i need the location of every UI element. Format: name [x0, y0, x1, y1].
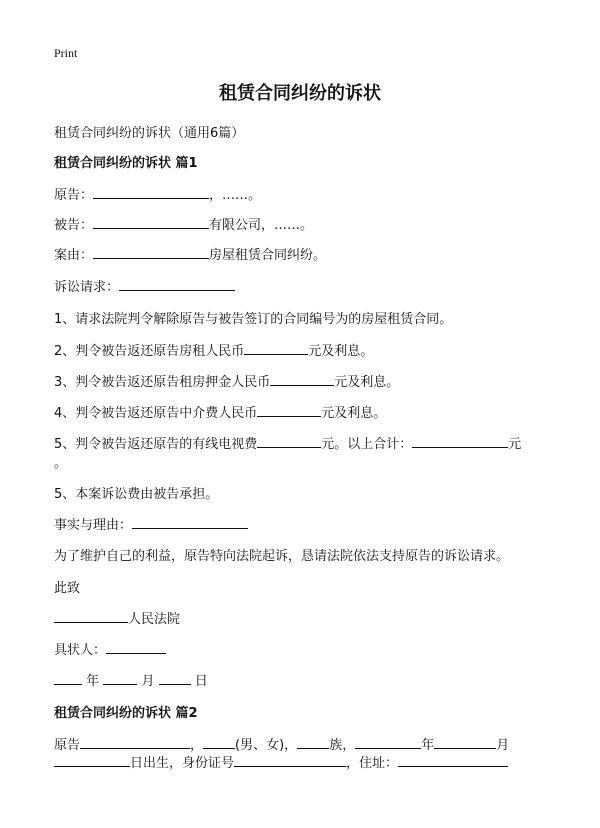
- p2-birth-id: 日出生，身份证号: [130, 756, 235, 771]
- blank-field: [119, 278, 235, 291]
- blank-field: [234, 754, 346, 767]
- blank-field: [93, 216, 209, 229]
- blank-field: [297, 736, 329, 749]
- cause-label: 案由：: [54, 248, 94, 263]
- blank-field: [257, 404, 321, 417]
- defendant-suffix: 有限公司，……。: [209, 218, 314, 233]
- facts-line: [54, 514, 248, 533]
- court-line: [54, 608, 180, 627]
- claims-line: [54, 276, 235, 295]
- claim-3: [54, 371, 399, 390]
- blank-field: [103, 672, 137, 685]
- blank-field: [398, 754, 508, 767]
- p2-year: 年: [421, 738, 435, 753]
- claim-4-text: 4、判令被告返还原告中介费人民币: [54, 406, 258, 421]
- plaintiff-line: [54, 184, 261, 203]
- blank-field: [106, 641, 166, 654]
- blank-field: [270, 373, 334, 386]
- request-text: 为了维护自己的利益，原告特向法院起诉，恳请法院依法支持原告的诉讼请求。: [54, 549, 510, 564]
- claim-4: [54, 402, 386, 421]
- p2-month: 月: [496, 738, 510, 753]
- defendant-label: 被告：: [54, 218, 94, 233]
- date-year: 年: [86, 674, 100, 689]
- blank-field: [257, 435, 321, 448]
- page-title: 租赁合同纠纷的诉状: [219, 83, 381, 104]
- blank-field: [93, 246, 209, 259]
- claim-2-text: 2、判令被告返还原告房租人民币: [54, 344, 245, 359]
- blank-field: [93, 186, 209, 199]
- claim-3-text: 3、判令被告返还原告租房押金人民币: [54, 375, 271, 390]
- blank-field: [54, 610, 128, 623]
- claim-6: 5、本案诉讼费由被告承担。: [54, 487, 219, 502]
- signer-line: [54, 639, 166, 658]
- defendant-line: [54, 214, 313, 233]
- claim-4-suffix: 元及利息。: [321, 406, 387, 421]
- claim-3-suffix: 元及利息。: [334, 375, 400, 390]
- section-heading-2: 租赁合同纠纷的诉状 篇2: [54, 706, 198, 721]
- claim-5: [54, 433, 521, 452]
- blank-field: [132, 516, 248, 529]
- subtitle: 租赁合同纠纷的诉状（通用6篇）: [54, 126, 245, 141]
- date-day: 日: [194, 674, 208, 689]
- blank-field: [244, 342, 308, 355]
- p2-address-label: ，住址：: [346, 756, 399, 771]
- p2-line-1: [54, 734, 509, 753]
- p2-plaintiff: 原告: [54, 738, 81, 753]
- print-link[interactable]: Print: [54, 46, 78, 60]
- blank-field: [355, 736, 421, 749]
- claim-2: [54, 340, 373, 359]
- p2-line-2: [54, 752, 508, 771]
- blank-field: [159, 672, 191, 685]
- p2-comma: ，: [190, 738, 204, 753]
- claim-5-mid: 元。以上合计：: [321, 437, 413, 452]
- court-suffix: 人民法院: [128, 612, 181, 627]
- claim-5-text: 5、判令被告返还原告的有线电视费: [54, 437, 258, 452]
- claim-1: 1、请求法院判令解除原告与被告签订的合同编号为的房屋租赁合同。: [54, 312, 453, 327]
- blank-field: [54, 754, 130, 767]
- p2-gender: (男、女)，: [235, 738, 298, 753]
- date-month: 月: [141, 674, 155, 689]
- plaintiff-label: 原告：: [54, 188, 94, 203]
- cause-line: [54, 244, 326, 263]
- plaintiff-suffix: ，……。: [209, 188, 262, 203]
- facts-label: 事实与理由：: [54, 518, 133, 533]
- claim-2-suffix: 元及利息。: [308, 344, 374, 359]
- blank-field: [80, 736, 190, 749]
- blank-field: [203, 736, 235, 749]
- blank-field: [434, 736, 496, 749]
- cause-suffix: 房屋租赁合同纠纷。: [209, 248, 327, 263]
- claims-label: 诉讼请求：: [54, 280, 120, 295]
- date-line: [54, 670, 208, 689]
- signer-label: 具状人：: [54, 643, 107, 658]
- section-heading-1: 租赁合同纠纷的诉状 篇1: [54, 156, 198, 171]
- blank-field: [54, 672, 82, 685]
- cizhi: 此致: [54, 581, 81, 596]
- blank-field: [412, 435, 508, 448]
- p2-ethnicity: 族，: [329, 738, 356, 753]
- claim-5-continuation: 。: [54, 456, 68, 471]
- claim-5-suffix: 元: [508, 437, 522, 452]
